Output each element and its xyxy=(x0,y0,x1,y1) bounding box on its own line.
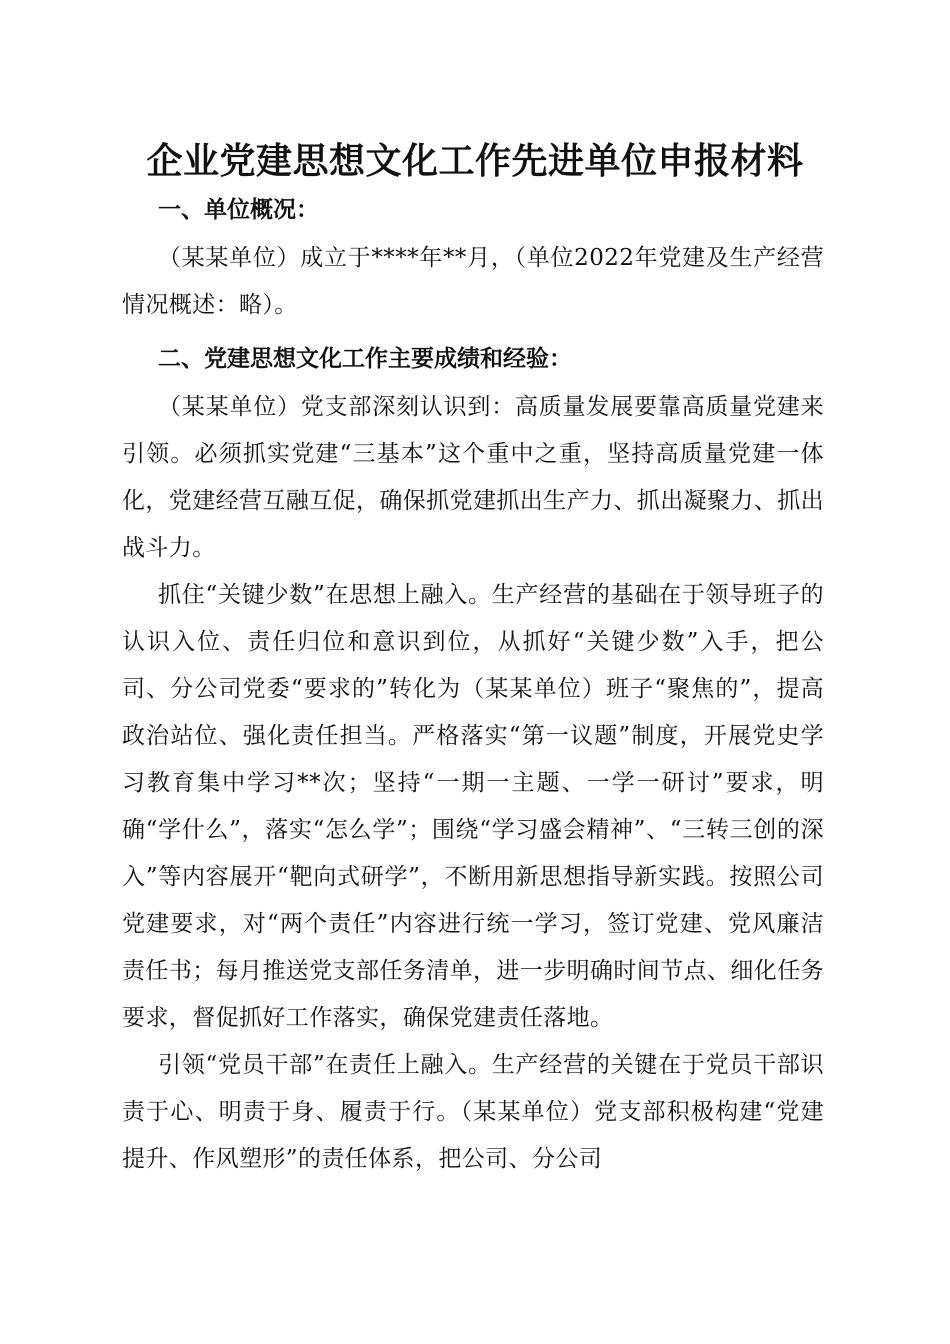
achievements-paragraph-intro: （某某单位）党支部深刻认识到：高质量发展要靠高质量党建来引领。必须抓实党建“三基本”这个重中之重，坚持高质量党建一体化，党建经营互融互促，确保抓党建抓出生产力、抓出凝聚力、抓出战斗力。 xyxy=(122,394,824,561)
section-heading-achievements: 二、党建思想文化工作主要成绩和经验： xyxy=(158,346,572,372)
document-title: 企业党建思想文化工作先进单位申报材料 xyxy=(146,140,804,182)
overview-paragraph: （某某单位）成立于****年**月，（单位2022年党建及生产经营情况概述：略）。 xyxy=(122,245,824,318)
achievements-paragraph-party-members: 引领“党员干部”在责任上融入。生产经营的关键在于党员干部识责于心、明责于身、履责于行。（某某单位）党支部积极构建“党建提升、作风塑形”的责任体系，把公司、分公司 xyxy=(122,1052,824,1172)
section-heading-overview: 一、单位概况： xyxy=(158,197,319,223)
document-body xyxy=(122,190,824,1183)
achievements-paragraph-key-minority: 抓住“关键少数”在思想上融入。生产经营的基础在于领导班子的认识入位、责任归位和意识到位，从抓好“关键少数”入手，把公司、分公司党委“要求的”转化为（某某单位）班子“聚焦的”，提高政治站位、强化责任担当。严格落实“第一议题”制度，开展党史学习教育集中学习**次；坚持“一期一主题、一学一研讨”要求，明确“学什么”，落实“怎么学”；围绕“学习盛会精神”、“三转三创的深入”等内容展开“靶向式研学”，不断用新思想指导新实践。按照公司党建要求，对“两个责任”内容进行统一学习，签订党建、党风廉洁责任书；每月推送党支部任务清单，进一步明确时间节点、细化任务要求，督促抓好工作落实，确保党建责任落地。 xyxy=(122,582,824,1031)
